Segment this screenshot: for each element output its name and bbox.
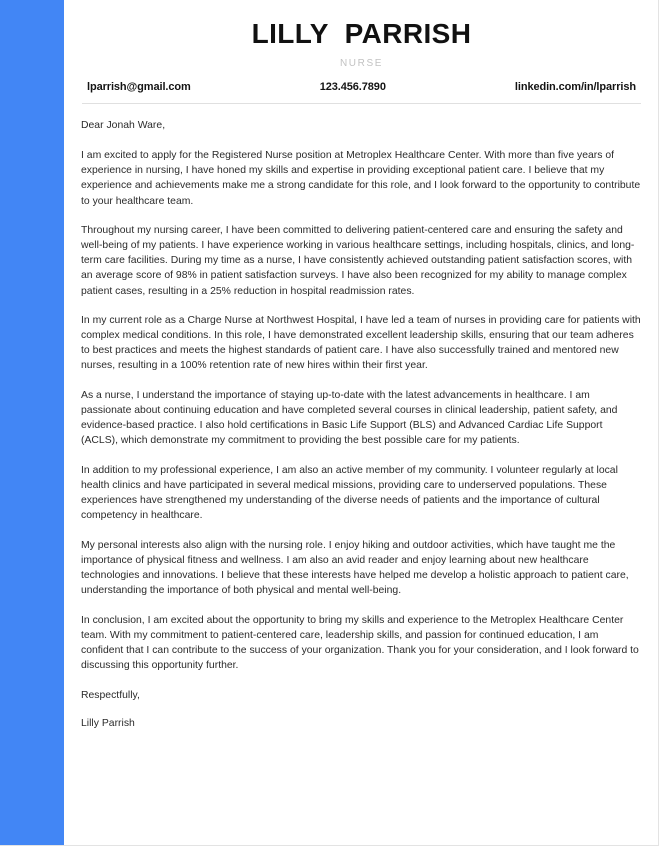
letter-greeting: Dear Jonah Ware, <box>81 120 166 132</box>
candidate-name: LILLY PARRISH <box>251 18 472 49</box>
contact-email[interactable]: lparrish@gmail.com <box>87 81 191 94</box>
header-divider <box>82 103 641 104</box>
contact-row <box>87 81 636 93</box>
letter-paragraph: In addition to my professional experience, I am also an active member of my community. I volunteer regularly at local health clinics and have participated in several medical missions, providing care to underserved populations. These experiences have strengthened my understanding of the diverse needs of patients and the importance of cultural competency in healthcare. <box>81 464 618 522</box>
letter-paragraph: Throughout my nursing career, I have been committed to delivering patient-centered care and ensuring the safety and well-being of my patients. I have experience working in various healthcare settings, including hospitals, clinics, and long-term care facilities. During my time as a nurse, I have consistently achieved outstanding patient satisfaction scores, with an average score of 98% in patient satisfaction surveys. I have also been recognized for my ability to manage complex patient cases, resulting in a 25% reduction in hospital readmission rates. <box>81 225 635 297</box>
letter-signature: Lilly Parrish <box>81 717 135 729</box>
contact-linkedin[interactable]: linkedin.com/in/lparrish <box>514 81 636 94</box>
letterhead <box>64 0 659 104</box>
letter-paragraph: In conclusion, I am excited about the opportunity to bring my skills and experience to the Metroplex Healthcare Center team. With my commitment to patient-centered care, leadership skills, and passion for continued education, I am confident that I can contribute to the success of your organization. Thank you for your consideration, and I look forward to discussing this opportunity further. <box>81 614 639 671</box>
letter-paragraph: I am excited to apply for the Registered Nurse position at Metroplex Healthcare Center. With more than five years of experience in nursing, I have honed my skills and expertise in providing exceptional patient care. I believe that my experience and achievements make me a strong candidate for this role, and I look forward to the opportunity to contribute to your healthcare team. <box>81 150 641 207</box>
letter-paragraph: As a nurse, I understand the importance of staying up-to-date with the latest advancements in healthcare. I am passionate about continuing education and have completed several courses in clinical leadership, patient safety, and evidence-based practice. I also hold certifications in Basic Life Support (BLS) and Advanced Cardiac Life Support (ACLS), which demonstrate my commitment to providing the best possible care for my patients. <box>81 390 618 447</box>
letter-body <box>64 118 659 731</box>
document-content <box>64 0 659 846</box>
letter-paragraph: In my current role as a Charge Nurse at Northwest Hospital, I have led a team of nurses in providing care for patients with complex medical conditions. In this role, I have demonstrated excellent leadership skills, ensuring that our team adheres to best practices and meets the highest standards of patient care. I have also successfully trained and mentored new nurses, resulting in a 100% retention rate of new hires within their first year. <box>81 315 641 372</box>
contact-phone[interactable]: 123.456.7890 <box>319 81 386 94</box>
candidate-role: NURSE <box>339 58 383 70</box>
letter-closing: Respectfully, <box>81 689 140 701</box>
letter-paragraph: My personal interests also align with the nursing role. I enjoy hiking and outdoor activities, which have taught me the importance of physical fitness and wellness. I am also an avid reader and enjoy learning about new healthcare technologies and innovations. I believe that these interests have helped me develop a holistic approach to patient care, understanding the importance of both physical and mental well-being. <box>81 539 629 597</box>
left-accent-bar <box>0 0 64 846</box>
